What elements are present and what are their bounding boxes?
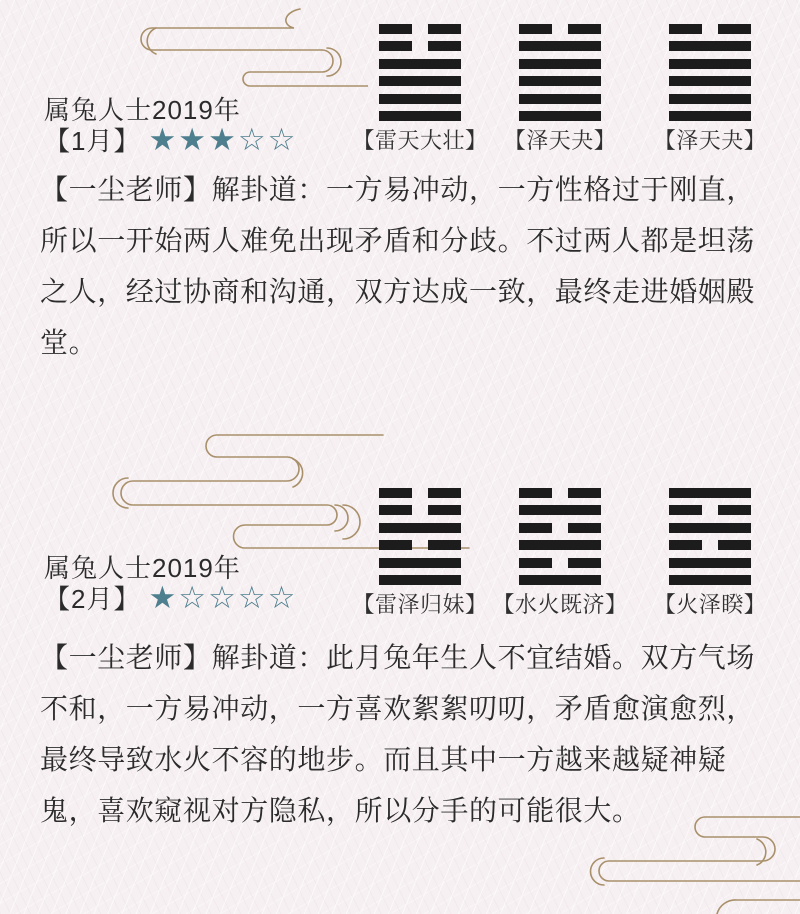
- hexagram-label: 【水火既济】: [492, 591, 628, 617]
- hexagram-column: [485, 488, 635, 619]
- hexagram-line-solid: [669, 41, 751, 51]
- hexagram-line-solid: [379, 59, 461, 69]
- hexagram-label: 【泽天夬】: [503, 127, 617, 153]
- hexagram-line-solid: [379, 558, 461, 568]
- hexagram-label: 【泽天夬】: [653, 127, 767, 153]
- hexagram-line-solid: [669, 76, 751, 86]
- hexagram-column: [345, 24, 495, 155]
- hexagram-line-solid: [379, 94, 461, 104]
- hexagram-line-solid: [379, 76, 461, 86]
- hexagram-label: 【火泽睽】: [653, 591, 767, 617]
- section-title: 属兔人士2019年: [44, 553, 241, 583]
- hexagram-label: 【雷泽归妹】: [352, 591, 488, 617]
- hexagram-line-solid: [519, 94, 601, 104]
- month-label: 【1月】: [44, 126, 141, 156]
- star-filled-icon: ★: [208, 122, 238, 157]
- hexagram-figure: [379, 24, 461, 121]
- hexagram-line-solid: [519, 59, 601, 69]
- star-empty-icon: ☆: [208, 580, 238, 615]
- hexagram-line-solid: [669, 488, 751, 498]
- hexagram-figure: [379, 488, 461, 585]
- interpretation-paragraph: 【一尘老师】解卦道：此月兔年生人不宜结婚。双方气场不和，一方易冲动，一方喜欢絮絮叨叨，矛盾愈演愈烈，最终导致水火不容的地步。而且其中一方越来越疑神疑鬼，喜欢窥视对方隐私，所以分手的可能很大。: [40, 642, 756, 826]
- hexagram-line-broken: [379, 24, 461, 34]
- interpretation-paragraph: 【一尘老师】解卦道：一方易冲动，一方性格过于刚直，所以一开始两人难免出现矛盾和分歧。不过两人都是坦荡之人，经过协商和沟通，双方达成一致，最终走进婚姻殿堂。: [40, 174, 756, 358]
- hexagram-figure: [519, 24, 601, 121]
- hexagram-line-broken: [519, 488, 601, 498]
- section-title: 属兔人士2019年: [44, 95, 241, 125]
- hexagram-line-broken: [519, 558, 601, 568]
- hexagram-line-broken: [379, 505, 461, 515]
- star-empty-icon: ☆: [237, 122, 268, 157]
- hexagram-line-solid: [379, 111, 461, 121]
- hexagram-line-broken: [379, 488, 461, 498]
- hexagram-line-broken: [519, 24, 601, 34]
- month-rating-row: [44, 121, 297, 158]
- star-empty-icon: ☆: [267, 580, 298, 615]
- star-filled-icon: ★: [148, 580, 179, 615]
- hexagram-line-solid: [669, 59, 751, 69]
- star-filled-icon: ★: [178, 122, 209, 157]
- hexagram-line-broken: [669, 505, 751, 515]
- star-empty-icon: ☆: [178, 580, 209, 615]
- hexagram-line-solid: [669, 558, 751, 568]
- hexagram-line-broken: [379, 41, 461, 51]
- hexagram-label: 【雷天大壮】: [352, 127, 488, 153]
- hexagram-figure: [669, 24, 751, 121]
- hexagram-line-solid: [669, 94, 751, 104]
- hexagram-line-broken: [669, 540, 751, 550]
- hexagram-column: [345, 488, 495, 619]
- hexagram-line-solid: [669, 523, 751, 533]
- cloud-scroll-ornament-top: [128, 8, 368, 90]
- star-rating: [148, 124, 297, 155]
- star-filled-icon: ★: [148, 122, 179, 157]
- hexagram-line-solid: [669, 111, 751, 121]
- hexagram-column: [485, 24, 635, 155]
- star-empty-icon: ☆: [267, 122, 298, 157]
- star-rating: [148, 582, 297, 613]
- hexagram-line-solid: [519, 505, 601, 515]
- star-empty-icon: ☆: [237, 580, 268, 615]
- hexagram-line-solid: [519, 540, 601, 550]
- hexagram-line-solid: [519, 575, 601, 585]
- hexagram-column: [635, 488, 785, 619]
- hexagram-line-solid: [379, 575, 461, 585]
- hexagram-line-broken: [669, 24, 751, 34]
- hexagram-figure: [669, 488, 751, 585]
- hexagram-line-broken: [379, 540, 461, 550]
- month-rating-row: [44, 579, 297, 616]
- hexagram-line-solid: [519, 111, 601, 121]
- month-label: 【2月】: [44, 584, 141, 614]
- hexagram-figure: [519, 488, 601, 585]
- hexagram-line-solid: [519, 76, 601, 86]
- hexagram-line-solid: [519, 41, 601, 51]
- hexagram-line-solid: [379, 523, 461, 533]
- hexagram-column: [635, 24, 785, 155]
- hexagram-line-solid: [669, 575, 751, 585]
- hexagram-line-broken: [519, 523, 601, 533]
